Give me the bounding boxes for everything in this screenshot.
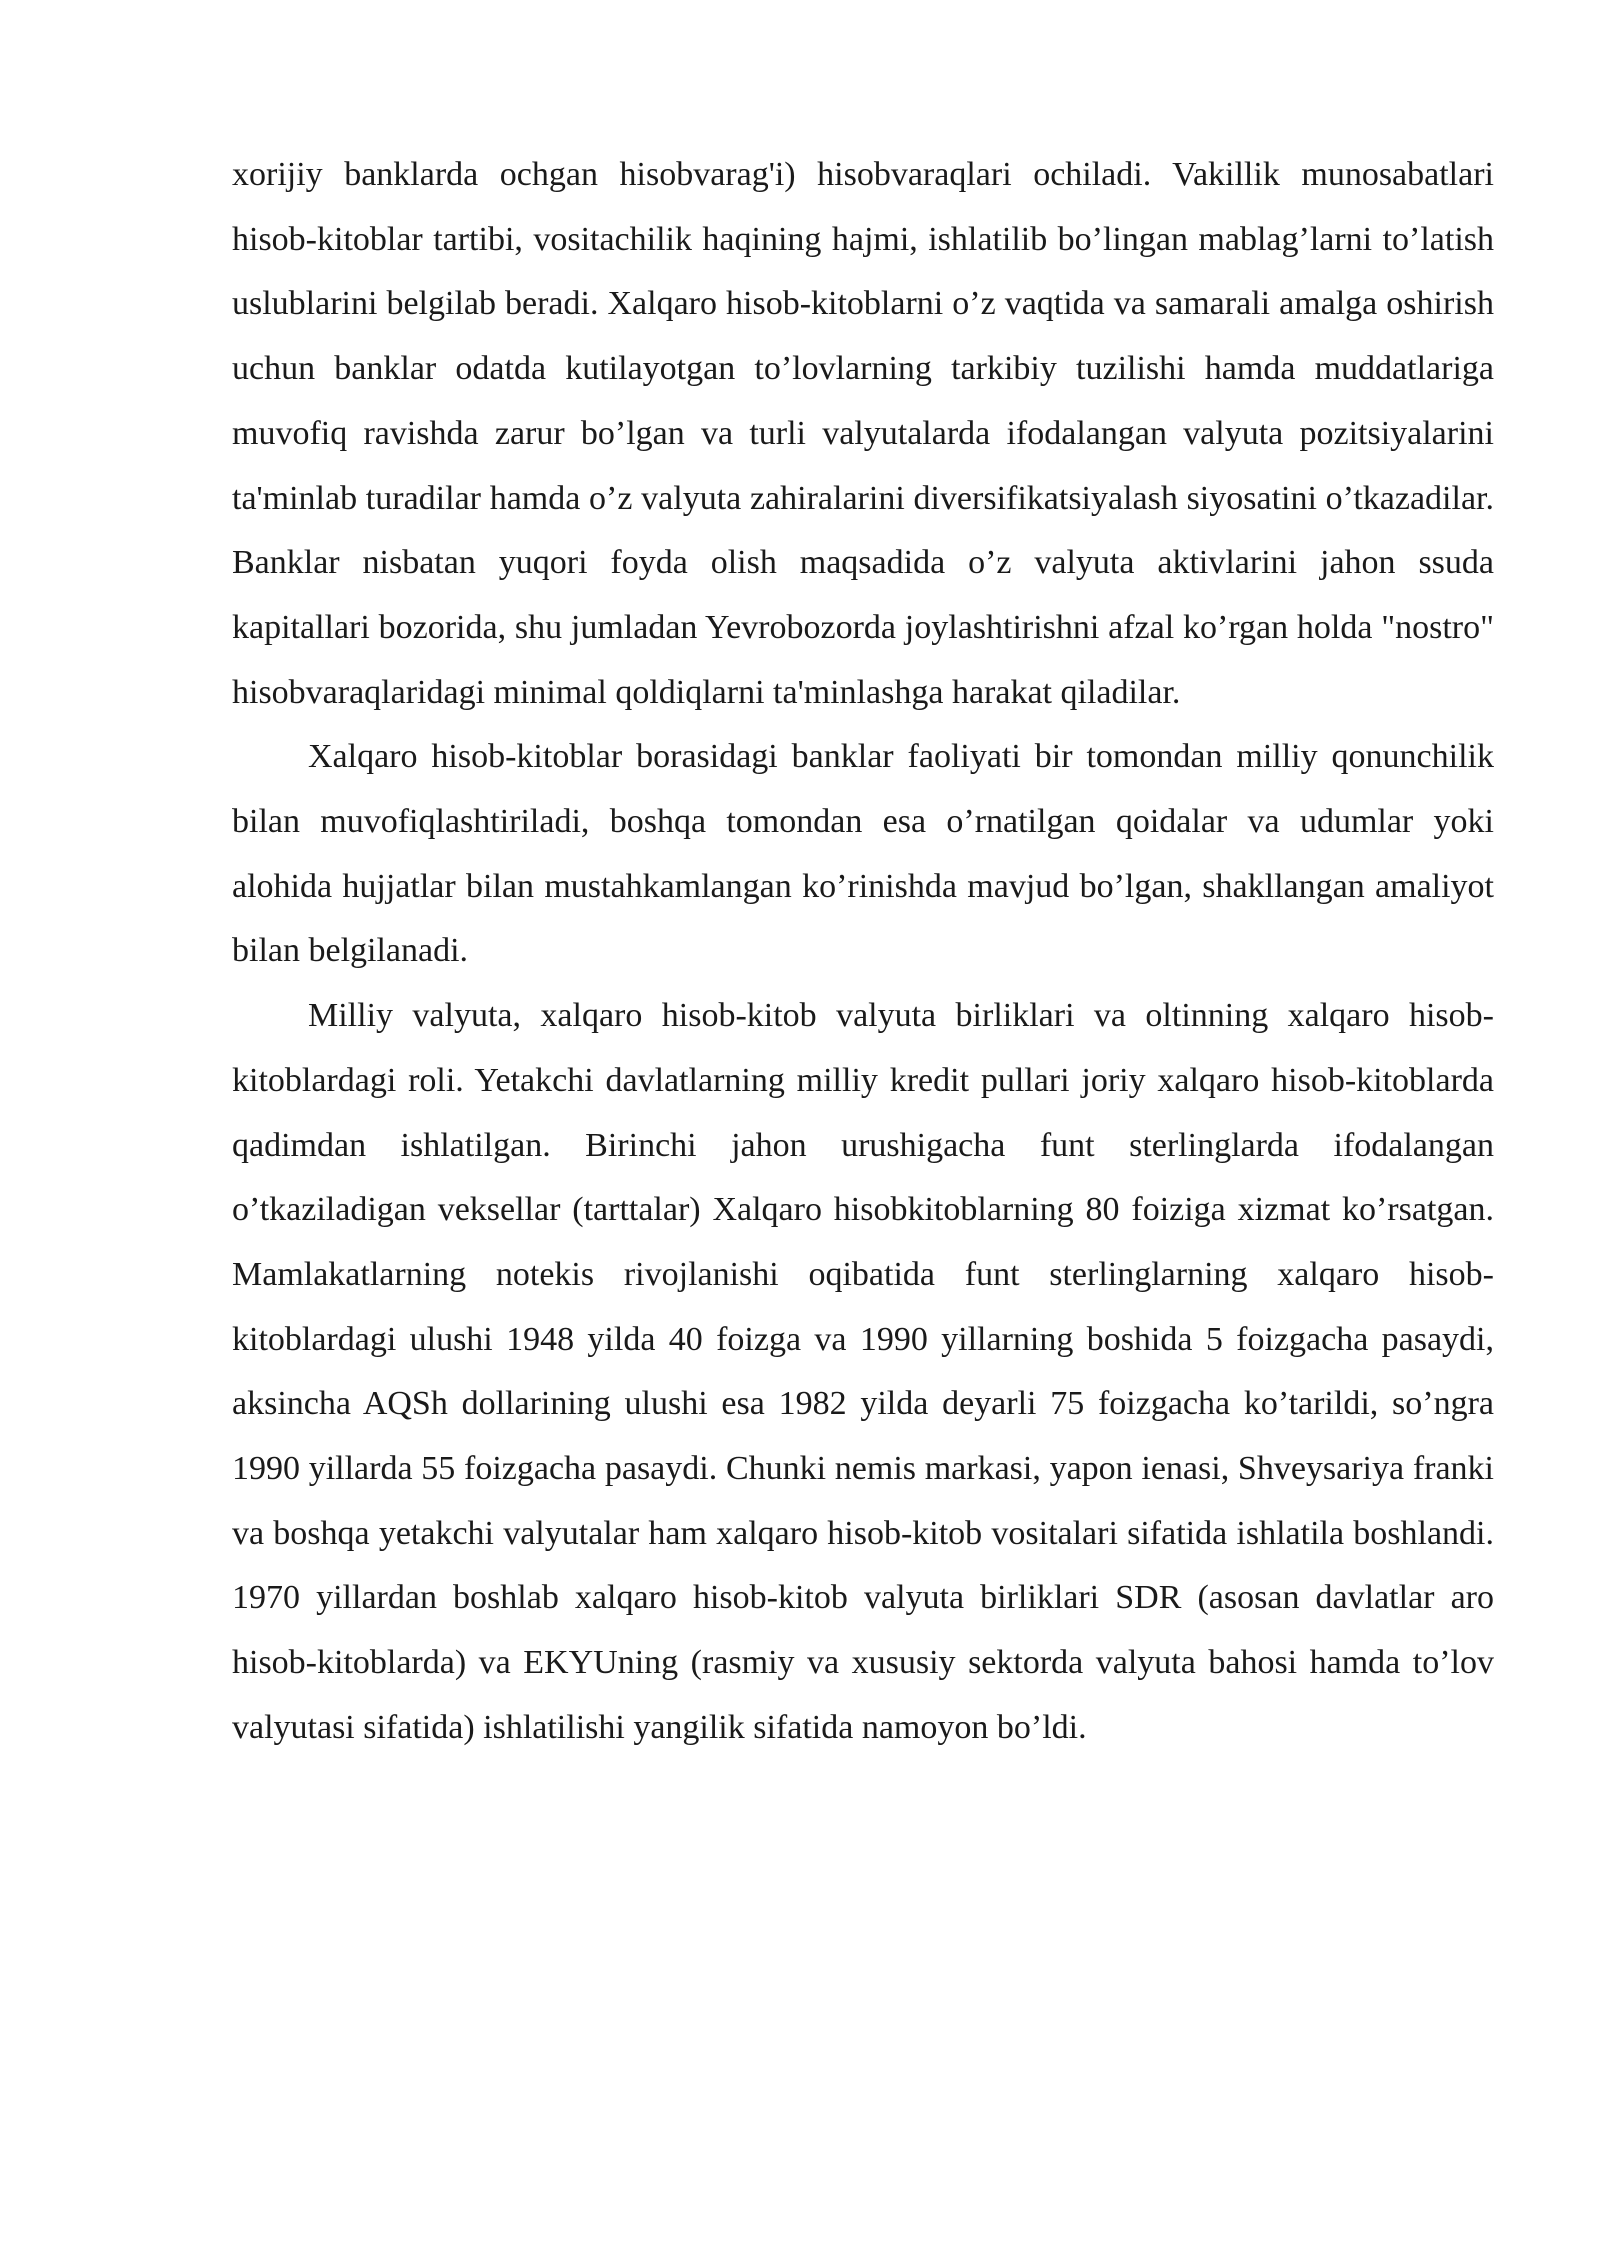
paragraph-continued: xorijiy banklarda ochgan hisobvarag'i) hisobvaraqlari ochiladi. Vakillik munosabatlari hisob-kitoblar tartibi, vositachilik haqining hajmi, ishlatilib bo’lingan mablag’larni to’latish uslublarini belgilab beradi. Xalqaro hisob-kitoblarni o’z vaqtida va samarali amalga oshirish uchun banklar odatda kutilayotgan to’lovlarning tarkibiy tuzilishi hamda muddatlariga muvofiq ravishda zarur bo’lgan va turli valyutalarda ifodalangan valyuta pozitsiyalarini ta'minlab turadilar hamda o’z valyuta zahiralarini diversifikatsiyalash siyosatini o’tkazadilar. Banklar nisbatan yuqori foyda olish maqsadida o’z valyuta aktivlarini jahon ssuda kapitallari bozorida, shu jumladan Yevrobozorda joylashtirishni afzal ko’rgan holda "nostro" hisobvaraqlaridagi minimal qoldiqlarni ta'minlashga harakat qiladilar.	[232, 156, 1494, 711]
paragraph-national-currency: Milliy valyuta, xalqaro hisob-kitob valyuta birliklari va oltinning xalqaro hisob-kitoblardagi roli. Yetakchi davlatlarning milliy kredit pullari joriy xalqaro hisob-kitoblarda qadimdan ishlatilgan. Birinchi jahon urushigacha funt sterlinglarda ifodalangan o’tkaziladigan veksellar (tarttalar) Xalqaro hisobkitoblarning 80 foiziga xizmat ko’rsatgan. Mamlakatlarning notekis rivojlanishi oqibatida funt sterlinglarning xalqaro hisob-kitoblardagi ulushi 1948 yilda 40 foizga va 1990 yillarning boshida 5 foizgacha pasaydi, aksincha AQSh dollarining ulushi esa 1982 yilda deyarli 75 foizgacha ko’tarildi, so’ngra 1990 yillarda 55 foizgacha pasaydi. Chunki nemis markasi, yapon ienasi, Shveysariya franki va boshqa yetakchi valyutalar ham xalqaro hisob-kitob vositalari sifatida ishlatila boshlandi. 1970 yillardan boshlab xalqaro hisob-kitob valyuta birliklari SDR (asosan davlatlar aro hisob-kitoblarda) va EKYUning (rasmiy va xususiy sektorda valyuta bahosi hamda to’lov valyutasi sifatida) ishlatilishi yangilik sifatida namoyon bo’ldi.	[232, 997, 1494, 1746]
body-text	[232, 143, 1494, 1761]
paragraph-international-settlements: Xalqaro hisob-kitoblar borasidagi banklar faoliyati bir tomondan milliy qonunchilik bilan muvofiqlashtiriladi, boshqa tomondan esa o’rnatilgan qoidalar va udumlar yoki alohida hujjatlar bilan mustahkamlangan ko’rinishda mavjud bo’lgan, shakllangan amaliyot bilan belgilanadi.	[232, 738, 1494, 970]
